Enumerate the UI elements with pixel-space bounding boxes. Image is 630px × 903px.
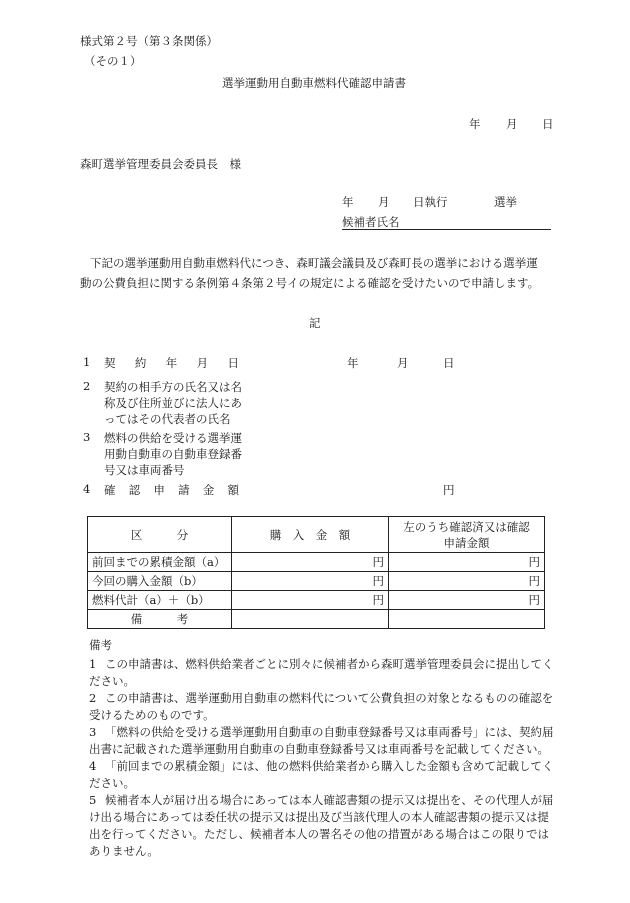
- remarks-cell[interactable]: [232, 610, 389, 629]
- table-row: [88, 591, 545, 610]
- item-3-number: 3: [83, 430, 91, 444]
- note-text: この申請書は、燃料供給業者ごとに別々に候補者から森町選挙管理委員会に提出してください。: [89, 657, 554, 688]
- note-number: 1: [89, 657, 97, 671]
- table-row: [88, 553, 545, 572]
- date-month: 月: [506, 117, 518, 131]
- intro-line-2: 動の公費負担に関する条例第４条第２号イの規定による確認を受けたいので申請します。: [80, 276, 540, 290]
- notes-title: 備考: [89, 638, 112, 652]
- date-day: 日: [542, 117, 554, 131]
- note-text: 「前回までの累積金額」には、他の燃料供給業者から購入した金額も含めて記載してください。: [89, 759, 554, 790]
- form-number: 様式第２号（第３条関係）: [80, 34, 218, 48]
- amount-table: [87, 516, 545, 629]
- purchase-amount-cell[interactable]: 円: [232, 572, 389, 591]
- table-header-confirmed: 左のうち確認済又は確認申請金額: [389, 517, 545, 553]
- row-label: 今回の購入金額（b）: [88, 572, 232, 591]
- election-month: 月: [378, 195, 390, 209]
- purchase-amount-cell[interactable]: 円: [232, 553, 389, 572]
- row-label: 前回までの累積金額（a）: [88, 553, 232, 572]
- form-sub-number: （その１）: [84, 54, 142, 68]
- election-type: 選挙: [494, 195, 517, 209]
- table-header-row: [88, 517, 545, 553]
- note-item: [89, 656, 559, 690]
- item-2-label: 契約の相手方の氏名又は名称及び住所並びに法人にあってはその代表者の氏名: [104, 380, 242, 426]
- candidate-name-line: [342, 229, 551, 230]
- purchase-amount-cell[interactable]: 円: [232, 591, 389, 610]
- item-4-label: 確認申請金額: [104, 483, 239, 497]
- remarks-cell[interactable]: [389, 610, 545, 629]
- item-1-label: 契約年月日: [104, 356, 239, 370]
- confirmed-amount-cell[interactable]: 円: [389, 591, 545, 610]
- note-item: [89, 690, 559, 724]
- note-text: 候補者本人が届け出る場合にあっては本人確認書類の提示又は提出を、その代理人が届け出る場合にあっては委任状の提示又は提出及び当該代理人の本人確認書類の提示又は提出を行ってください。ただし、候補者本人の署名その他の措置がある場合はこの限りではありません。: [89, 793, 554, 858]
- item-1-year: 年: [347, 356, 359, 370]
- table-header-category: 区 分: [88, 517, 232, 553]
- confirmed-amount-cell[interactable]: 円: [389, 572, 545, 591]
- note-number: 2: [89, 691, 97, 705]
- note-text: 「燃料の供給を受ける選挙運動用自動車の自動車登録番号又は車両番号」には、契約届出書に記載された選挙運動用自動車の自動車登録番号又は車両番号を記載してください。: [89, 725, 554, 756]
- row-label: 備 考: [88, 610, 232, 629]
- table-header-purchase: 購 入 金 額: [232, 517, 389, 553]
- note-text: この申請書は、選挙運動用自動車の燃料代について公費負担の対象となるものの確認を受けるためのものです。: [89, 691, 554, 722]
- item-3-label: 燃料の供給を受ける選挙運用動自動車の自動車登録番号又は車両番号: [104, 431, 242, 477]
- confirmed-amount-cell[interactable]: 円: [389, 553, 545, 572]
- document-title: 選挙運動用自動車燃料代確認申請書: [222, 76, 406, 90]
- note-item: [89, 792, 559, 860]
- row-label: 燃料代計（a）＋（b）: [88, 591, 232, 610]
- note-item: [89, 758, 559, 792]
- intro-line-1: 下記の選挙運動用自動車燃料代につき、森町議会議員及び森町長の選挙における選挙運: [90, 256, 538, 270]
- date-year: 年: [469, 117, 481, 131]
- item-4-number: 4: [83, 482, 91, 496]
- election-day-exec: 日執行: [413, 195, 448, 209]
- note-number: 5: [89, 793, 97, 807]
- item-2-number: 2: [83, 379, 91, 393]
- item-1-month: 月: [397, 356, 409, 370]
- item-1-day: 日: [443, 356, 455, 370]
- item-1-number: 1: [83, 355, 91, 369]
- note-item: [89, 724, 559, 758]
- addressee: 森町選挙管理委員会委員長 様: [80, 157, 241, 171]
- item-4-yen: 円: [443, 483, 455, 497]
- note-number: 3: [89, 725, 97, 739]
- election-year: 年: [342, 195, 354, 209]
- candidate-name-label: 候補者氏名: [342, 215, 400, 229]
- note-number: 4: [89, 759, 97, 773]
- table-row: [88, 610, 545, 629]
- ki-heading: 記: [309, 316, 321, 330]
- table-row: [88, 572, 545, 591]
